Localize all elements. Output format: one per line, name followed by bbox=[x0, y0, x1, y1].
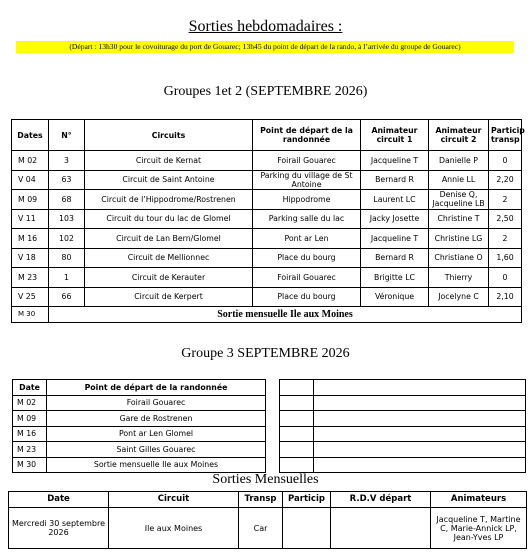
empty-cell bbox=[314, 426, 526, 442]
table-row bbox=[12, 151, 522, 171]
cell-animateurs: Jacqueline T, Martine C, Marie-Annick LP, Jean-Yves LP bbox=[431, 508, 527, 549]
cell-circuit: Circuit de Lan Bern/Glomel bbox=[85, 229, 253, 249]
cell-anim1: Jacqueline T bbox=[361, 229, 429, 249]
cell-depart: Pont ar Len bbox=[253, 229, 361, 249]
cell-anim2: Denise Q, Jacqueline LB bbox=[429, 190, 489, 210]
header-circuits: Circuits bbox=[85, 120, 253, 151]
cell-date: M 02 bbox=[12, 151, 49, 171]
groupe3-table bbox=[12, 379, 266, 473]
empty-grid bbox=[279, 379, 526, 473]
table-row bbox=[13, 442, 266, 458]
header-anim2: Animateur circuit 2 bbox=[429, 120, 489, 151]
cell-particip bbox=[283, 508, 331, 549]
empty-row bbox=[280, 426, 526, 442]
table-header-row bbox=[13, 380, 266, 396]
empty-cell bbox=[314, 411, 526, 427]
cell-date: M 23 bbox=[12, 268, 49, 288]
cell-num: 80 bbox=[49, 248, 85, 268]
cell-date: M 23 bbox=[13, 442, 47, 458]
cell-anim2: Christine LG bbox=[429, 229, 489, 249]
cell-anim1: Bernard R bbox=[361, 170, 429, 190]
cell-circuit: Circuit du tour du lac de Glomel bbox=[85, 209, 253, 229]
table-header-row bbox=[12, 120, 522, 151]
cell-particip: 1,60 bbox=[489, 248, 522, 268]
cell-date: M 16 bbox=[13, 426, 47, 442]
empty-row bbox=[280, 411, 526, 427]
cell-date: V 11 bbox=[12, 209, 49, 229]
mensuelles-table bbox=[8, 491, 527, 549]
cell-num: 3 bbox=[49, 151, 85, 171]
header-circuit: Circuit bbox=[109, 492, 239, 508]
cell-date: M 30 bbox=[12, 307, 49, 323]
cell-depart: Foirail Gouarec bbox=[47, 395, 266, 411]
cell-anim1: Jacky Josette bbox=[361, 209, 429, 229]
empty-cell bbox=[314, 395, 526, 411]
cell-anim1: Bernard R bbox=[361, 248, 429, 268]
empty-cell bbox=[314, 457, 526, 473]
header-particip: Particip transp bbox=[489, 120, 522, 151]
cell-num: 63 bbox=[49, 170, 85, 190]
cell-depart: Parking du village de St Antoine bbox=[253, 170, 361, 190]
empty-row bbox=[280, 380, 526, 396]
cell-num: 103 bbox=[49, 209, 85, 229]
cell-date: M 02 bbox=[13, 395, 47, 411]
cell-depart: Hippodrome bbox=[253, 190, 361, 210]
empty-cell bbox=[280, 395, 314, 411]
empty-cell bbox=[280, 411, 314, 427]
cell-anim2: Christiane O bbox=[429, 248, 489, 268]
header-transp: Transp bbox=[239, 492, 283, 508]
header-anim1: Animateur circuit 1 bbox=[361, 120, 429, 151]
cell-circuit: Circuit de Mellionnec bbox=[85, 248, 253, 268]
cell-depart: Gare de Rostrenen bbox=[47, 411, 266, 427]
cell-date: M 09 bbox=[13, 411, 47, 427]
cell-anim2: Christine T bbox=[429, 209, 489, 229]
cell-anim2: Thierry bbox=[429, 268, 489, 288]
cell-depart: Place du bourg bbox=[253, 287, 361, 307]
cell-circuit: Circuit de Kerauter bbox=[85, 268, 253, 288]
table-row bbox=[12, 190, 522, 210]
empty-row bbox=[280, 457, 526, 473]
table-row bbox=[12, 170, 522, 190]
cell-particip: 2 bbox=[489, 229, 522, 249]
header-animateurs: Animateurs bbox=[431, 492, 527, 508]
groupes12-heading: Groupes 1et 2 (SEPTEMBRE 2026) bbox=[163, 84, 368, 99]
cell-circuit: Ile aux Moines bbox=[109, 508, 239, 549]
cell-anim1: Jacqueline T bbox=[361, 151, 429, 171]
empty-cell bbox=[280, 380, 314, 396]
cell-particip: 2,50 bbox=[489, 209, 522, 229]
cell-particip: 2,20 bbox=[489, 170, 522, 190]
cell-circuit: Circuit de Kerpert bbox=[85, 287, 253, 307]
empty-cell bbox=[280, 426, 314, 442]
cell-depart: Foirail Gouarec bbox=[253, 151, 361, 171]
cell-circuit: Circuit de l’Hippodrome/Rostrenen bbox=[85, 190, 253, 210]
table-row bbox=[12, 248, 522, 268]
table-row bbox=[13, 457, 266, 473]
header-particip: Particip bbox=[283, 492, 331, 508]
header-date: Date bbox=[13, 380, 47, 396]
table-row bbox=[12, 287, 522, 307]
cell-particip: 0 bbox=[489, 151, 522, 171]
cell-date: Mercredi 30 septembre 2026 bbox=[9, 508, 109, 549]
table-row bbox=[13, 426, 266, 442]
cell-num: 66 bbox=[49, 287, 85, 307]
cell-date: V 04 bbox=[12, 170, 49, 190]
empty-cell bbox=[280, 442, 314, 458]
header-depart: Point de départ de la randonnée bbox=[253, 120, 361, 151]
cell-date: M 30 bbox=[13, 457, 47, 473]
cell-date: M 16 bbox=[12, 229, 49, 249]
cell-monthly-outing: Sortie mensuelle Ile aux Moines bbox=[49, 307, 522, 323]
table-row bbox=[13, 411, 266, 427]
empty-cell bbox=[280, 457, 314, 473]
cell-rdv bbox=[331, 508, 431, 549]
empty-row bbox=[280, 395, 526, 411]
table-header-row bbox=[9, 492, 527, 508]
cell-transp: Car bbox=[239, 508, 283, 549]
cell-circuit: Circuit de Saint Antoine bbox=[85, 170, 253, 190]
cell-num: 68 bbox=[49, 190, 85, 210]
cell-circuit: Circuit de Kernat bbox=[85, 151, 253, 171]
cell-date: V 25 bbox=[12, 287, 49, 307]
cell-num: 102 bbox=[49, 229, 85, 249]
table-row bbox=[13, 395, 266, 411]
groupes12-table bbox=[11, 119, 525, 323]
cell-anim2: Danielle P bbox=[429, 151, 489, 171]
header-depart: Point de départ de la randonnée bbox=[47, 380, 266, 396]
cell-depart: Foirail Gouarec bbox=[253, 268, 361, 288]
cell-depart: Parking salle du lac bbox=[253, 209, 361, 229]
cell-anim2: Annie LL bbox=[429, 170, 489, 190]
empty-cell bbox=[314, 442, 526, 458]
cell-num: 1 bbox=[49, 268, 85, 288]
empty-cell bbox=[314, 380, 526, 396]
cell-date: M 09 bbox=[12, 190, 49, 210]
cell-depart: Place du bourg bbox=[253, 248, 361, 268]
mensuelles-heading: Sorties Mensuelles bbox=[212, 472, 319, 487]
table-row bbox=[9, 508, 527, 549]
cell-particip: 2,10 bbox=[489, 287, 522, 307]
cell-anim1: Véronique bbox=[361, 287, 429, 307]
cell-date: V 18 bbox=[12, 248, 49, 268]
cell-depart: Sortie mensuelle Ile aux Moines bbox=[47, 457, 266, 473]
departure-note: (Départ : 13h30 pour le covoiturage du port de Gouarec; 13h45 du point de départ de la rando, à l’arrivée du groupe de Gouarec) bbox=[16, 41, 514, 53]
cell-particip: 2 bbox=[489, 190, 522, 210]
header-rdv: R.D.V départ bbox=[331, 492, 431, 508]
cell-depart: Pont ar Len Glomel bbox=[47, 426, 266, 442]
table-row bbox=[12, 209, 522, 229]
page-title: Sorties hebdomadaires : bbox=[188, 18, 343, 35]
header-num: N° bbox=[49, 120, 85, 151]
table-row-monthly bbox=[12, 307, 522, 323]
cell-anim1: Brigitte LC bbox=[361, 268, 429, 288]
table-row bbox=[12, 268, 522, 288]
empty-row bbox=[280, 442, 526, 458]
cell-anim1: Laurent LC bbox=[361, 190, 429, 210]
table-row bbox=[12, 229, 522, 249]
cell-particip: 0 bbox=[489, 268, 522, 288]
groupe3-heading: Groupe 3 SEPTEMBRE 2026 bbox=[181, 346, 350, 361]
cell-anim2: Jocelyne C bbox=[429, 287, 489, 307]
header-dates: Dates bbox=[12, 120, 49, 151]
header-date: Date bbox=[9, 492, 109, 508]
cell-depart: Saint Gilles Gouarec bbox=[47, 442, 266, 458]
